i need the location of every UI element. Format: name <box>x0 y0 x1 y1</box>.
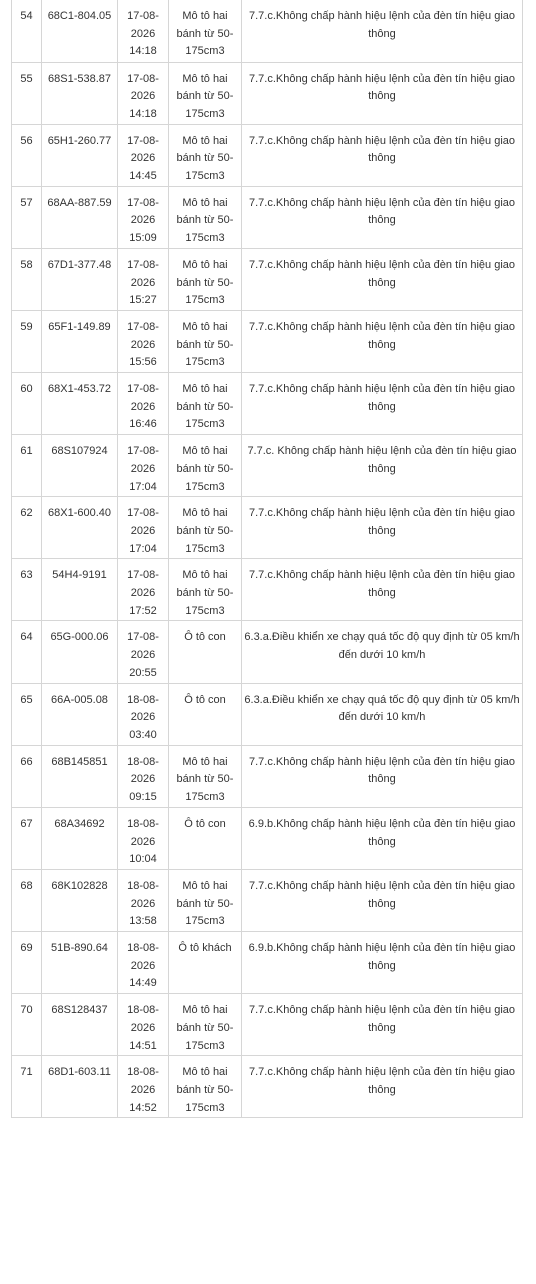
table-row <box>12 373 523 435</box>
table-row <box>12 683 523 745</box>
row-number-cell: 64 <box>12 621 42 683</box>
table-row <box>12 62 523 124</box>
violation-date: 17-08-2026 <box>127 320 159 351</box>
violation-time: 14:18 <box>129 107 157 120</box>
violation-description-cell: 7.7.c.Không chấp hành hiệu lệnh của đèn tín hiệu giao thông <box>242 310 523 372</box>
license-plate-cell: 68S128437 <box>42 994 118 1056</box>
violation-time: 14:49 <box>129 977 157 990</box>
violation-time: 13:58 <box>129 915 157 928</box>
violation-time: 15:56 <box>129 356 157 369</box>
vehicle-type-cell: Mô tô hai bánh từ 50-175cm3 <box>169 310 242 372</box>
violation-description-cell: 7.7.c.Không chấp hành hiệu lệnh của đèn tín hiệu giao thông <box>242 994 523 1056</box>
table-row <box>12 0 523 62</box>
table-row <box>12 248 523 310</box>
violation-datetime-cell <box>118 683 169 745</box>
violation-datetime-cell <box>118 497 169 559</box>
violation-datetime-cell <box>118 559 169 621</box>
violations-table-body <box>12 0 523 1118</box>
table-row <box>12 745 523 807</box>
row-number-cell: 54 <box>12 0 42 62</box>
violation-time: 03:40 <box>129 729 157 741</box>
violation-time: 17:04 <box>129 542 157 555</box>
violation-description-cell: 7.7.c.Không chấp hành hiệu lệnh của đèn tín hiệu giao thông <box>242 0 523 62</box>
violation-date: 17-08-2026 <box>127 134 159 165</box>
table-row <box>12 497 523 559</box>
violations-table <box>11 0 523 1118</box>
violation-description-cell: 7.7.c.Không chấp hành hiệu lệnh của đèn tín hiệu giao thông <box>242 248 523 310</box>
row-number-cell: 56 <box>12 124 42 186</box>
violation-datetime-cell <box>118 248 169 310</box>
violation-datetime-cell <box>118 373 169 435</box>
vehicle-type-cell: Mô tô hai bánh từ 50-175cm3 <box>169 186 242 248</box>
vehicle-type-cell: Mô tô hai bánh từ 50-175cm3 <box>169 1056 242 1118</box>
license-plate-cell: 68AA-887.59 <box>42 186 118 248</box>
violation-datetime-cell <box>118 0 169 62</box>
violation-datetime-cell <box>118 869 169 931</box>
violation-datetime-cell <box>118 310 169 372</box>
license-plate-cell: 68D1-603.11 <box>42 1056 118 1118</box>
license-plate-cell: 68C1-804.05 <box>42 0 118 62</box>
vehicle-type-cell: Mô tô hai bánh từ 50-175cm3 <box>169 124 242 186</box>
table-row <box>12 559 523 621</box>
license-plate-cell: 68A34692 <box>42 807 118 869</box>
vehicle-type-cell: Mô tô hai bánh từ 50-175cm3 <box>169 0 242 62</box>
violation-description-cell: 7.7.c.Không chấp hành hiệu lệnh của đèn tín hiệu giao thông <box>242 869 523 931</box>
table-row <box>12 807 523 869</box>
table-row <box>12 435 523 497</box>
license-plate-cell: 68B145851 <box>42 745 118 807</box>
license-plate-cell: 68K102828 <box>42 869 118 931</box>
violation-time: 15:27 <box>129 294 157 307</box>
violation-time: 16:46 <box>129 418 157 431</box>
violation-time: 14:52 <box>129 1101 157 1114</box>
violation-datetime-cell <box>118 994 169 1056</box>
violation-date: 17-08-2026 <box>127 445 159 475</box>
vehicle-type-cell: Ô tô con <box>169 621 242 683</box>
vehicle-type-cell: Ô tô con <box>169 683 242 745</box>
license-plate-cell: 67D1-377.48 <box>42 248 118 310</box>
violation-date: 18-08-2026 <box>127 817 159 848</box>
table-row <box>12 994 523 1056</box>
violation-datetime-cell <box>118 1056 169 1118</box>
table-row <box>12 310 523 372</box>
violation-date: 18-08-2026 <box>127 879 159 910</box>
violation-description-cell: 6.3.a.Điều khiển xe chạy quá tốc độ quy định từ 05 km/h đến dưới 10 km/h <box>242 621 523 683</box>
license-plate-cell: 66A-005.08 <box>42 683 118 745</box>
violation-date: 18-08-2026 <box>127 942 159 972</box>
violation-description-cell: 6.3.a.Điều khiển xe chạy quá tốc độ quy định từ 05 km/h đến dưới 10 km/h <box>242 683 523 745</box>
row-number-cell: 65 <box>12 683 42 745</box>
row-number-cell: 57 <box>12 186 42 248</box>
violation-datetime-cell <box>118 124 169 186</box>
violation-description-cell: 7.7.c.Không chấp hành hiệu lệnh của đèn tín hiệu giao thông <box>242 1056 523 1118</box>
vehicle-type-cell: Mô tô hai bánh từ 50-175cm3 <box>169 62 242 124</box>
violation-description-cell: 6.9.b.Không chấp hành hiệu lệnh của đèn tín hiệu giao thông <box>242 932 523 994</box>
violation-datetime-cell <box>118 186 169 248</box>
violation-time: 17:04 <box>129 480 157 493</box>
license-plate-cell: 51B-890.64 <box>42 932 118 994</box>
table-row <box>12 1056 523 1118</box>
table-row <box>12 869 523 931</box>
violation-description-cell: 7.7.c.Không chấp hành hiệu lệnh của đèn tín hiệu giao thông <box>242 124 523 186</box>
violation-date: 18-08-2026 <box>127 1066 159 1096</box>
license-plate-cell: 68X1-600.40 <box>42 497 118 559</box>
row-number-cell: 58 <box>12 248 42 310</box>
violation-date: 17-08-2026 <box>127 631 159 662</box>
table-row <box>12 186 523 248</box>
vehicle-type-cell: Mô tô hai bánh từ 50-175cm3 <box>169 497 242 559</box>
license-plate-cell: 65G-000.06 <box>42 621 118 683</box>
violation-date: 17-08-2026 <box>127 383 159 413</box>
violation-datetime-cell <box>118 435 169 497</box>
row-number-cell: 61 <box>12 435 42 497</box>
violation-description-cell: 7.7.c.Không chấp hành hiệu lệnh của đèn tín hiệu giao thông <box>242 559 523 621</box>
violation-datetime-cell <box>118 62 169 124</box>
violation-datetime-cell <box>118 807 169 869</box>
violation-datetime-cell <box>118 621 169 683</box>
violation-time: 14:45 <box>129 170 157 183</box>
violation-date: 17-08-2026 <box>127 72 159 103</box>
violation-datetime-cell <box>118 932 169 994</box>
vehicle-type-cell: Mô tô hai bánh từ 50-175cm3 <box>169 248 242 310</box>
violation-date: 18-08-2026 <box>127 755 159 786</box>
violation-date: 17-08-2026 <box>127 196 159 227</box>
row-number-cell: 67 <box>12 807 42 869</box>
violation-date: 18-08-2026 <box>127 693 159 724</box>
violation-time: 14:51 <box>129 1039 157 1052</box>
violation-time: 14:18 <box>129 45 157 58</box>
violation-description-cell: 7.7.c.Không chấp hành hiệu lệnh của đèn tín hiệu giao thông <box>242 497 523 559</box>
violation-date: 17-08-2026 <box>127 10 159 40</box>
violation-date: 17-08-2026 <box>127 258 159 289</box>
license-plate-cell: 65F1-149.89 <box>42 310 118 372</box>
row-number-cell: 71 <box>12 1056 42 1118</box>
license-plate-cell: 65H1-260.77 <box>42 124 118 186</box>
license-plate-cell: 54H4-9191 <box>42 559 118 621</box>
table-row <box>12 621 523 683</box>
vehicle-type-cell: Mô tô hai bánh từ 50-175cm3 <box>169 559 242 621</box>
row-number-cell: 62 <box>12 497 42 559</box>
violation-description-cell: 7.7.c.Không chấp hành hiệu lệnh của đèn tín hiệu giao thông <box>242 62 523 124</box>
row-number-cell: 60 <box>12 373 42 435</box>
violation-time: 09:15 <box>129 791 157 804</box>
violation-time: 15:09 <box>129 232 157 245</box>
violation-date: 17-08-2026 <box>127 569 159 600</box>
row-number-cell: 66 <box>12 745 42 807</box>
violation-date: 17-08-2026 <box>127 507 159 537</box>
row-number-cell: 63 <box>12 559 42 621</box>
violation-time: 10:04 <box>129 853 157 866</box>
row-number-cell: 59 <box>12 310 42 372</box>
violation-description-cell: 7.7.c. Không chấp hành hiệu lệnh của đèn tín hiệu giao thông <box>242 435 523 497</box>
vehicle-type-cell: Ô tô khách <box>169 932 242 994</box>
vehicle-type-cell: Mô tô hai bánh từ 50-175cm3 <box>169 869 242 931</box>
row-number-cell: 70 <box>12 994 42 1056</box>
violation-description-cell: 6.9.b.Không chấp hành hiệu lệnh của đèn tín hiệu giao thông <box>242 807 523 869</box>
vehicle-type-cell: Mô tô hai bánh từ 50-175cm3 <box>169 435 242 497</box>
vehicle-type-cell: Mô tô hai bánh từ 50-175cm3 <box>169 745 242 807</box>
row-number-cell: 68 <box>12 869 42 931</box>
vehicle-type-cell: Ô tô con <box>169 807 242 869</box>
violation-time: 20:55 <box>129 666 157 679</box>
vehicle-type-cell: Mô tô hai bánh từ 50-175cm3 <box>169 373 242 435</box>
violation-datetime-cell <box>118 745 169 807</box>
table-row <box>12 932 523 994</box>
row-number-cell: 55 <box>12 62 42 124</box>
license-plate-cell: 68S107924 <box>42 435 118 497</box>
violation-description-cell: 7.7.c.Không chấp hành hiệu lệnh của đèn tín hiệu giao thông <box>242 373 523 435</box>
violation-date: 18-08-2026 <box>127 1004 159 1034</box>
violation-description-cell: 7.7.c.Không chấp hành hiệu lệnh của đèn tín hiệu giao thông <box>242 745 523 807</box>
vehicle-type-cell: Mô tô hai bánh từ 50-175cm3 <box>169 994 242 1056</box>
table-row <box>12 124 523 186</box>
row-number-cell: 69 <box>12 932 42 994</box>
violation-description-cell: 7.7.c.Không chấp hành hiệu lệnh của đèn tín hiệu giao thông <box>242 186 523 248</box>
license-plate-cell: 68X1-453.72 <box>42 373 118 435</box>
license-plate-cell: 68S1-538.87 <box>42 62 118 124</box>
violation-time: 17:52 <box>129 604 157 617</box>
